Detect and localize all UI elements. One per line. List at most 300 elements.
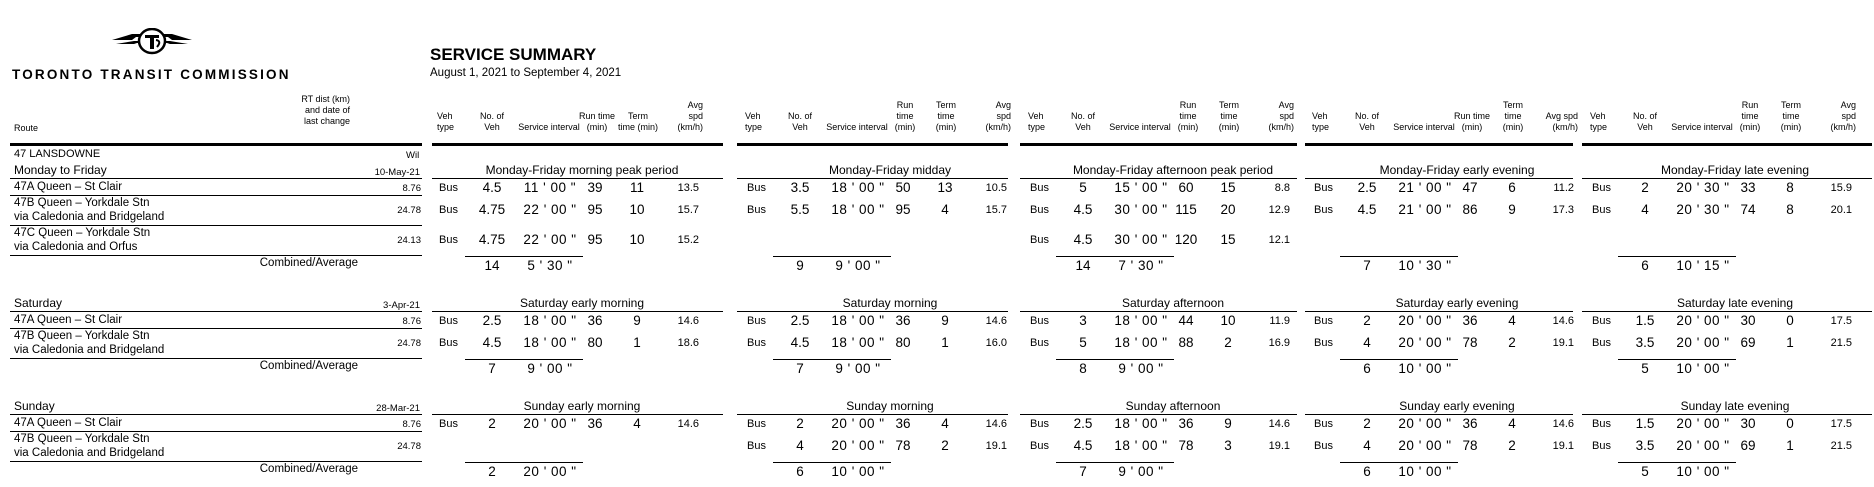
combined-vehicle-count: 8 [1079, 361, 1087, 376]
col-header-nveh: No. of Veh [479, 111, 504, 132]
avg-speed: 15.7 [677, 204, 699, 216]
section-date: 28-Mar-21 [376, 403, 420, 414]
vehicle-count: 2 [488, 416, 496, 431]
combined-rule [773, 462, 891, 463]
vehicle-type: Bus [439, 204, 458, 216]
avg-speed: 17.3 [1552, 204, 1574, 216]
avg-speed: 11.2 [1553, 182, 1574, 194]
col-header-interval: Service interval [518, 122, 580, 132]
service-interval: 11 ' 00 " [523, 180, 577, 195]
vehicle-count: 4.5 [790, 335, 810, 350]
combined-vehicle-count: 6 [1363, 361, 1371, 376]
run-time: 78 [1462, 335, 1478, 350]
term-time: 9 [633, 313, 641, 328]
col-header-interval: Service interval [826, 122, 888, 132]
vehicle-count: 1.5 [1635, 313, 1655, 328]
combined-vehicle-count: 7 [488, 361, 496, 376]
col-header-run: Run time (min) [1177, 100, 1199, 132]
avg-speed: 14.6 [985, 315, 1007, 327]
col-header-term: Term time (min) [935, 100, 957, 132]
route-title: 47 LANSDOWNE [14, 148, 101, 160]
vehicle-count: 4.5 [482, 335, 502, 350]
vehicle-count: 4.5 [1073, 438, 1093, 453]
combined-interval: 9 ' 00 " [1118, 464, 1164, 479]
run-time: 80 [587, 335, 603, 350]
route-rule [10, 328, 422, 329]
combined-interval: 9 ' 00 " [835, 258, 881, 273]
run-time: 36 [1462, 313, 1478, 328]
run-time: 30 [1740, 313, 1756, 328]
combined-interval: 5 ' 30 " [527, 258, 573, 273]
period-title: Sunday afternoon [1125, 399, 1221, 413]
term-time: 1 [1786, 438, 1794, 453]
col-header-run: Run time (min) [894, 100, 916, 132]
route-name: 47B Queen – Yorkdale Stn [14, 197, 150, 209]
term-time: 15 [1220, 180, 1236, 195]
service-interval: 18 ' 00 " [523, 335, 577, 350]
route-name: via Caledonia and Bridgeland [14, 211, 165, 223]
vehicle-type: Bus [439, 337, 458, 349]
vehicle-type: Bus [747, 315, 766, 327]
combined-interval: 10 ' 00 " [1398, 464, 1452, 479]
term-time: 4 [633, 416, 641, 431]
col-header-spd: Avg spd (km/h) [1545, 111, 1578, 132]
header-rule [1582, 143, 1872, 146]
avg-speed: 13.5 [677, 182, 699, 194]
avg-speed: 14.6 [677, 315, 699, 327]
vehicle-type: Bus [1030, 234, 1049, 246]
route-name: 47A Queen – St Clair [14, 314, 123, 326]
term-time: 4 [941, 202, 949, 217]
service-interval: 20 ' 00 " [831, 416, 885, 431]
service-interval: 18 ' 00 " [831, 180, 885, 195]
combined-interval: 10 ' 00 " [1676, 361, 1730, 376]
run-time: 50 [895, 180, 911, 195]
run-time: 47 [1462, 180, 1478, 195]
run-time: 86 [1462, 202, 1478, 217]
section-date: 3-Apr-21 [383, 300, 420, 311]
service-interval: 18 ' 00 " [1114, 335, 1168, 350]
vehicle-count: 4.5 [1073, 202, 1093, 217]
term-time: 4 [1508, 313, 1516, 328]
vehicle-type: Bus [1030, 418, 1049, 430]
vehicle-type: Bus [1314, 204, 1333, 216]
term-time: 15 [1220, 232, 1236, 247]
run-time: 95 [587, 232, 603, 247]
section-name: Sunday [14, 399, 55, 413]
route-rule [10, 225, 422, 226]
combined-interval: 7 ' 30 " [1118, 258, 1164, 273]
col-header-nveh: No. of Veh [1354, 111, 1379, 132]
run-time: 36 [1178, 416, 1194, 431]
run-time: 120 [1174, 232, 1198, 247]
service-interval: 30 ' 00 " [1114, 202, 1168, 217]
period-title: Saturday morning [842, 296, 938, 310]
period-rule [1020, 414, 1297, 415]
section-date: 10-May-21 [374, 167, 420, 178]
term-time: 9 [1508, 202, 1516, 217]
run-time: 30 [1740, 416, 1756, 431]
run-time: 36 [895, 313, 911, 328]
service-interval: 20 ' 00 " [1676, 335, 1730, 350]
run-time: 115 [1175, 202, 1197, 217]
period-rule [1305, 178, 1573, 179]
period-title: Saturday early morning [519, 296, 645, 310]
service-interval: 20 ' 00 " [1676, 438, 1730, 453]
period-title: Saturday early evening [1395, 296, 1519, 310]
combined-label: Combined/Average [259, 360, 358, 372]
avg-speed: 15.9 [1830, 182, 1852, 194]
period-rule [1582, 178, 1872, 179]
combined-vehicle-count: 14 [484, 258, 500, 273]
run-time: 78 [1462, 438, 1478, 453]
run-time: 69 [1740, 335, 1756, 350]
vehicle-count: 4.75 [478, 202, 506, 217]
term-time: 10 [629, 232, 645, 247]
combined-rule [1340, 359, 1458, 360]
term-time: 8 [1786, 180, 1794, 195]
avg-speed: 12.9 [1268, 204, 1290, 216]
term-time: 0 [1786, 313, 1794, 328]
service-interval: 21 ' 00 " [1398, 202, 1452, 217]
vehicle-type: Bus [1314, 440, 1333, 452]
term-time: 1 [941, 335, 949, 350]
period-title: Sunday early morning [523, 399, 641, 413]
service-interval: 20 ' 00 " [1398, 335, 1452, 350]
section-rule [10, 311, 422, 312]
section-rule [10, 178, 422, 179]
col-header-veh: Veh type [745, 111, 763, 132]
vehicle-count: 3.5 [1635, 335, 1655, 350]
combined-vehicle-count: 7 [796, 361, 804, 376]
period-rule [1305, 414, 1573, 415]
run-time: 95 [587, 202, 603, 217]
run-time: 74 [1740, 202, 1756, 217]
service-interval: 18 ' 00 " [831, 335, 885, 350]
route-name: 47A Queen – St Clair [14, 181, 123, 193]
term-time: 1 [633, 335, 641, 350]
service-interval: 21 ' 00 " [1398, 180, 1452, 195]
service-interval: 18 ' 00 " [1114, 313, 1168, 328]
route-rule [10, 431, 422, 432]
vehicle-type: Bus [1592, 418, 1611, 430]
vehicle-type: Bus [1314, 315, 1333, 327]
avg-speed: 15.2 [677, 234, 699, 246]
service-interval: 20 ' 00 " [831, 438, 885, 453]
term-time: 8 [1786, 202, 1794, 217]
avg-speed: 15.7 [985, 204, 1007, 216]
vehicle-count: 2.5 [1357, 180, 1377, 195]
combined-vehicle-count: 5 [1641, 464, 1649, 479]
route-distance: 24.78 [397, 338, 421, 349]
period-rule [432, 414, 723, 415]
route-distance: 24.78 [397, 205, 421, 216]
term-time: 2 [941, 438, 949, 453]
col-header-spd: Avg spd (km/h) [1830, 100, 1856, 132]
combined-label: Combined/Average [259, 257, 358, 269]
combined-rule [773, 256, 891, 257]
section-rule [10, 414, 422, 415]
header-rule [1305, 143, 1573, 146]
col-header-veh: Veh type [437, 111, 455, 132]
vehicle-type: Bus [439, 182, 458, 194]
term-time: 20 [1220, 202, 1236, 217]
service-interval: 20 ' 00 " [523, 416, 577, 431]
col-header-run: Run time (min) [1453, 111, 1490, 132]
avg-speed: 16.9 [1268, 337, 1290, 349]
rt-dist-header: RT dist (km) and date of last change [301, 94, 350, 126]
route-rule [10, 461, 422, 462]
avg-speed: 11.9 [1269, 315, 1290, 327]
route-name: 47A Queen – St Clair [14, 417, 123, 429]
route-distance: 8.76 [402, 183, 421, 194]
avg-speed: 14.6 [1552, 315, 1574, 327]
service-interval: 30 ' 00 " [1114, 232, 1168, 247]
term-time: 2 [1508, 335, 1516, 350]
period-rule [737, 311, 1008, 312]
combined-rule [465, 359, 583, 360]
col-header-veh: Veh type [1590, 111, 1608, 132]
col-header-run: Run time (min) [1739, 100, 1761, 132]
run-time: 36 [587, 313, 603, 328]
vehicle-count: 4.75 [478, 232, 506, 247]
vehicle-count: 4.5 [482, 180, 502, 195]
run-time: 95 [895, 202, 911, 217]
service-interval: 20 ' 00 " [1398, 313, 1452, 328]
run-time: 36 [1462, 416, 1478, 431]
vehicle-type: Bus [439, 315, 458, 327]
period-rule [1020, 178, 1297, 179]
combined-rule [1056, 359, 1174, 360]
combined-interval: 20 ' 00 " [523, 464, 577, 479]
col-header-interval: Service interval [1671, 122, 1733, 132]
route-name: via Caledonia and Orfus [14, 241, 138, 253]
route-code: Wil [406, 150, 420, 161]
route-name: via Caledonia and Bridgeland [14, 447, 165, 459]
run-time: 39 [587, 180, 603, 195]
vehicle-type: Bus [1314, 182, 1333, 194]
vehicle-type: Bus [1030, 204, 1049, 216]
vehicle-count: 1.5 [1635, 416, 1655, 431]
vehicle-count: 2.5 [482, 313, 502, 328]
service-interval: 18 ' 00 " [831, 313, 885, 328]
period-rule [737, 178, 1008, 179]
service-interval: 22 ' 00 " [523, 202, 577, 217]
term-time: 11 [629, 180, 644, 195]
route-name: 47B Queen – Yorkdale Stn [14, 330, 150, 342]
vehicle-count: 4 [1641, 202, 1649, 217]
avg-speed: 21.5 [1830, 440, 1852, 452]
section-name: Saturday [14, 296, 63, 310]
run-time: 88 [1178, 335, 1194, 350]
avg-speed: 19.1 [985, 440, 1007, 452]
combined-interval: 10 ' 30 " [1398, 258, 1452, 273]
col-header-interval: Service interval [1393, 122, 1455, 132]
company-name: TORONTO TRANSIT COMMISSION [12, 67, 291, 82]
run-time: 33 [1740, 180, 1756, 195]
col-header-veh: Veh type [1028, 111, 1046, 132]
route-name: 47B Queen – Yorkdale Stn [14, 433, 150, 445]
header-rule [737, 143, 1008, 146]
col-header-term: Term time (min) [1218, 100, 1240, 132]
combined-vehicle-count: 2 [488, 464, 496, 479]
route-distance: 24.78 [397, 441, 421, 452]
period-title: Sunday early evening [1399, 399, 1515, 413]
avg-speed: 17.5 [1830, 315, 1852, 327]
vehicle-type: Bus [1592, 182, 1611, 194]
term-time: 1 [1786, 335, 1794, 350]
term-time: 9 [941, 313, 949, 328]
vehicle-count: 5 [1079, 335, 1087, 350]
term-time: 3 [1224, 438, 1232, 453]
combined-interval: 10 ' 00 " [1398, 361, 1452, 376]
avg-speed: 21.5 [1830, 337, 1852, 349]
route-name: 47C Queen – Yorkdale Stn [14, 227, 151, 239]
vehicle-type: Bus [439, 418, 458, 430]
header-rule [1020, 143, 1297, 146]
vehicle-type: Bus [747, 337, 766, 349]
combined-interval: 9 ' 00 " [835, 361, 881, 376]
vehicle-count: 3.5 [790, 180, 810, 195]
vehicle-type: Bus [1592, 315, 1611, 327]
vehicle-type: Bus [1592, 337, 1611, 349]
combined-vehicle-count: 6 [1641, 258, 1649, 273]
vehicle-type: Bus [1314, 418, 1333, 430]
service-interval: 20 ' 00 " [1398, 438, 1452, 453]
run-time: 36 [895, 416, 911, 431]
col-header-nveh: No. of Veh [1070, 111, 1095, 132]
vehicle-type: Bus [1030, 182, 1049, 194]
period-title: Saturday late evening [1676, 296, 1794, 310]
route-distance: 8.76 [402, 419, 421, 430]
route-name: via Caledonia and Bridgeland [14, 344, 165, 356]
period-rule [1305, 311, 1573, 312]
col-header-spd: Avg spd (km/h) [1268, 100, 1294, 132]
vehicle-count: 2.5 [1073, 416, 1093, 431]
vehicle-count: 2 [1363, 313, 1371, 328]
route-rule [10, 358, 422, 359]
vehicle-type: Bus [1030, 440, 1049, 452]
period-rule [432, 311, 723, 312]
combined-interval: 9 ' 00 " [527, 361, 573, 376]
vehicle-type: Bus [747, 182, 766, 194]
col-header-term: Term time (min) [1502, 100, 1524, 132]
term-time: 0 [1786, 416, 1794, 431]
combined-interval: 9 ' 00 " [1118, 361, 1164, 376]
service-interval: 18 ' 00 " [1114, 416, 1168, 431]
term-time: 9 [1224, 416, 1232, 431]
section-name: Monday to Friday [14, 163, 107, 177]
avg-speed: 19.1 [1268, 440, 1290, 452]
vehicle-type: Bus [747, 204, 766, 216]
vehicle-count: 4 [1363, 438, 1371, 453]
avg-speed: 14.6 [1268, 418, 1290, 430]
combined-vehicle-count: 6 [1363, 464, 1371, 479]
avg-speed: 20.1 [1830, 204, 1852, 216]
service-interval: 22 ' 00 " [523, 232, 577, 247]
service-interval: 18 ' 00 " [1114, 438, 1168, 453]
service-interval: 20 ' 00 " [1676, 416, 1730, 431]
period-title: Monday-Friday afternoon peak period [1072, 163, 1274, 177]
service-interval: 20 ' 30 " [1676, 202, 1730, 217]
period-rule [1020, 311, 1297, 312]
vehicle-count: 2 [1363, 416, 1371, 431]
combined-rule [1056, 462, 1174, 463]
route-distance: 24.13 [397, 235, 421, 246]
combined-interval: 10 ' 00 " [1676, 464, 1730, 479]
avg-speed: 14.6 [1552, 418, 1574, 430]
combined-vehicle-count: 14 [1075, 258, 1091, 273]
vehicle-type: Bus [1314, 337, 1333, 349]
avg-speed: 18.6 [677, 337, 699, 349]
run-time: 36 [587, 416, 603, 431]
vehicle-type: Bus [439, 234, 458, 246]
vehicle-count: 5.5 [790, 202, 810, 217]
combined-vehicle-count: 6 [796, 464, 804, 479]
avg-speed: 16.0 [985, 337, 1007, 349]
combined-rule [1618, 256, 1736, 257]
run-time: 69 [1740, 438, 1756, 453]
header-rule [432, 143, 723, 146]
vehicle-type: Bus [747, 418, 766, 430]
date-range: August 1, 2021 to September 4, 2021 [430, 67, 622, 79]
col-header-nveh: No. of Veh [787, 111, 812, 132]
route-rule [10, 195, 422, 196]
combined-rule [1340, 462, 1458, 463]
combined-rule [773, 359, 891, 360]
col-header-run: Run time (min) [578, 111, 615, 132]
run-time: 80 [895, 335, 911, 350]
term-time: 4 [941, 416, 949, 431]
avg-speed: 19.1 [1552, 440, 1574, 452]
page-title: SERVICE SUMMARY [430, 45, 597, 64]
combined-vehicle-count: 7 [1079, 464, 1087, 479]
col-header-veh: Veh type [1312, 111, 1330, 132]
route-rule [10, 255, 422, 256]
vehicle-count: 2 [796, 416, 804, 431]
run-time: 60 [1178, 180, 1194, 195]
service-interval: 20 ' 30 " [1676, 180, 1730, 195]
vehicle-count: 5 [1079, 180, 1087, 195]
combined-interval: 10 ' 00 " [831, 464, 885, 479]
combined-rule [1618, 462, 1736, 463]
term-time: 13 [937, 180, 953, 195]
combined-vehicle-count: 9 [796, 258, 804, 273]
vehicle-type: Bus [1030, 315, 1049, 327]
col-header-term: Term time (min) [618, 111, 658, 132]
service-interval: 20 ' 00 " [1398, 416, 1452, 431]
combined-rule [1056, 256, 1174, 257]
service-interval: 15 ' 00 " [1114, 180, 1168, 195]
period-rule [432, 178, 723, 179]
avg-speed: 12.1 [1268, 234, 1290, 246]
service-interval: 20 ' 00 " [1676, 313, 1730, 328]
vehicle-count: 3.5 [1635, 438, 1655, 453]
avg-speed: 10.5 [985, 182, 1007, 194]
combined-label: Combined/Average [259, 463, 358, 475]
term-time: 2 [1224, 335, 1232, 350]
route-header: Route [14, 123, 39, 133]
period-title: Sunday morning [846, 399, 934, 413]
vehicle-count: 4 [796, 438, 804, 453]
avg-speed: 14.6 [985, 418, 1007, 430]
vehicle-count: 4.5 [1073, 232, 1093, 247]
period-title: Monday-Friday midday [828, 163, 952, 177]
term-time: 4 [1508, 416, 1516, 431]
header-rule [10, 143, 422, 146]
combined-interval: 10 ' 15 " [1676, 258, 1730, 273]
avg-speed: 17.5 [1830, 418, 1852, 430]
